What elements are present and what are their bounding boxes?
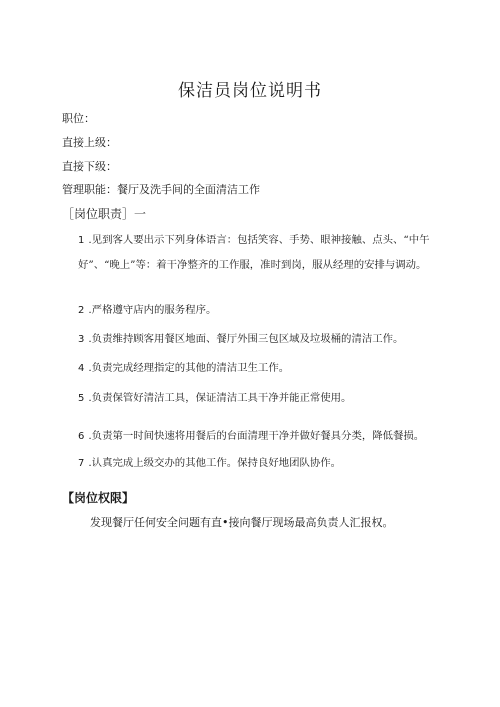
duty-text: .见到客人要出示下列身体语言：包括笑容、手势、眼神接触、点头、“中午好”、“晚上”等：着干净整齐的工作服，准时到岗，服从经理的安排与调动。 (78, 234, 430, 271)
superior-field: 直接上级： (62, 136, 117, 149)
management-function: 管理职能：餐厅及洗手间的全面清洁工作 (62, 183, 260, 196)
duty-item-4 (78, 356, 442, 381)
duty-item-3 (78, 327, 442, 352)
duty-number: 6 (78, 431, 85, 442)
duty-text: .负责完成经理指定的其他的清洁卫生工作。 (88, 362, 290, 374)
duty-number: 7 (78, 458, 85, 469)
duty-text: .认真完成上级交办的其他工作。保持良好地团队协作。 (88, 457, 342, 469)
duties-heading: ［岗位职责］一 (62, 207, 147, 221)
duty-item-7 (78, 451, 442, 476)
duty-number: 3 (78, 334, 85, 345)
duty-item-2 (78, 298, 442, 323)
duty-number: 5 (78, 393, 85, 404)
duty-text: .负责维持顾客用餐区地面、餐厅外围三包区域及垃圾桶的清洁工作。 (88, 333, 404, 345)
duty-text: .严格遵守店内的服务程序。 (88, 304, 217, 316)
duty-text: .负责第一时间快速将用餐后的台面清理干净并做好餐具分类，降低餐损。 (88, 430, 425, 442)
duty-number: 1 (78, 235, 85, 246)
duty-number: 2 (78, 305, 85, 316)
authority-text: 发现餐厅任何安全问题有直•接向餐厅现场最高负责人汇报权。 (90, 516, 394, 529)
document-title: 保洁员岗位说明书 (178, 81, 322, 101)
duty-text: .负责保管好清洁工具，保证清洁工具干净并能正常使用。 (88, 392, 352, 404)
subordinate-field: 直接下级： (62, 160, 117, 173)
duty-item-6 (78, 424, 478, 449)
position-field: 职位： (62, 112, 95, 125)
duty-item-5 (78, 386, 442, 411)
authority-heading: 【岗位权限】 (62, 491, 135, 505)
duty-number: 4 (78, 363, 85, 374)
duty-item-1 (78, 228, 442, 277)
